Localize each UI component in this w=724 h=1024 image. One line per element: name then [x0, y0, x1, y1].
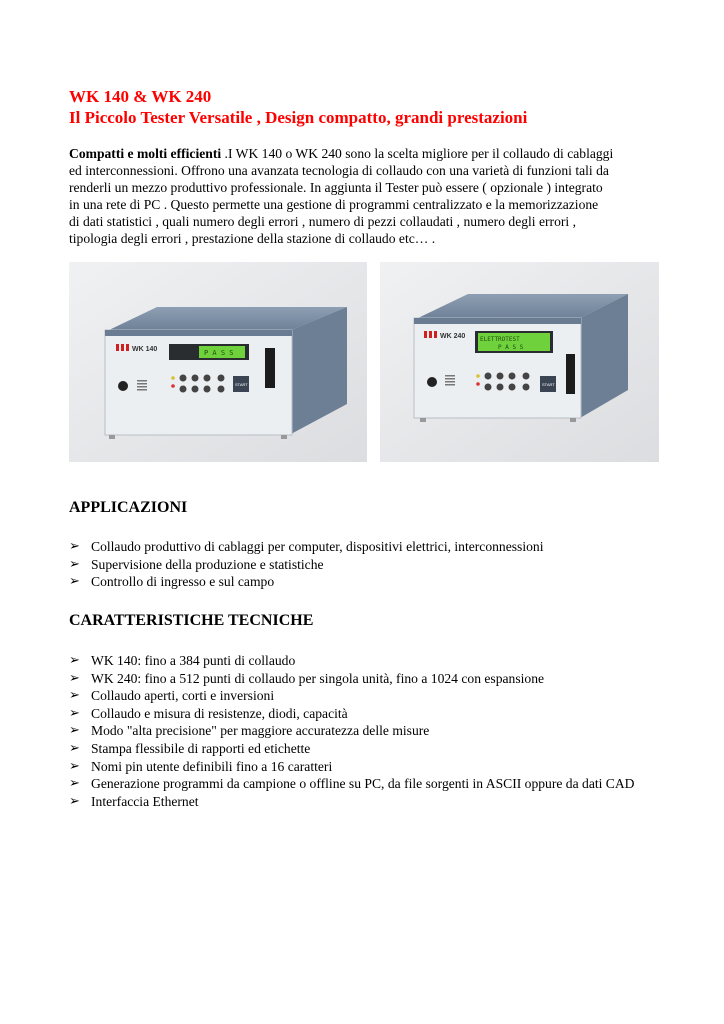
intro-line-4: in una rete di PC . Questo permette una gestione di programmi centralizzato e la memorizzazione: [69, 197, 599, 212]
list-item: ➢ Nomi pin utente definibili fino a 16 caratteri: [69, 758, 333, 774]
wk140-lcd-text: P A S S: [204, 349, 234, 357]
wk240-start-label: START: [542, 382, 555, 387]
wk240-photo: [380, 262, 659, 462]
arrow-bullet-icon: ➢: [69, 688, 80, 704]
wk240-device-illustration: [380, 262, 659, 462]
arrow-bullet-icon: ➢: [69, 653, 80, 668]
list-item: ➢ Collaudo e misura di resistenze, diodi, capacità: [69, 705, 348, 721]
arrow-bullet-icon: ➢: [69, 556, 80, 572]
intro-paragraph: [69, 145, 659, 247]
wk240-lcd-line2: P A S S: [498, 344, 524, 351]
list-item: ➢ WK 240: fino a 512 punti di collaudo per singola unità, fino a 1024 con espansione: [69, 670, 545, 686]
wk140-start-label: START: [235, 382, 248, 387]
list-item: ➢ Controllo di ingresso e sul campo: [69, 574, 275, 590]
intro-line-3: renderli un mezzo produttivo professionale. In aggiunta il Tester può essere ( opzionale ) integrato: [69, 180, 603, 195]
arrow-bullet-icon: ➢: [69, 776, 80, 792]
list-item: ➢ Collaudo aperti, corti e inversioni: [69, 688, 275, 704]
wk140-model-label: WK 140: [132, 346, 158, 353]
caratteristiche-list: [69, 652, 659, 810]
wk240-lcd-line1: ELETTROTEST: [480, 336, 520, 343]
wk240-card-slot: [566, 354, 575, 394]
arrow-bullet-icon: ➢: [69, 539, 80, 554]
applicazioni-heading: APPLICAZIONI: [69, 499, 188, 516]
intro-line-5: di dati statistici , quali numero degli errori , numero di pezzi collaudati , numero degli errori ,: [69, 214, 576, 229]
wk140-photo: [69, 262, 367, 462]
arrow-bullet-icon: ➢: [69, 705, 80, 721]
list-item: ➢ Supervisione della produzione e statistiche: [69, 556, 324, 572]
arrow-bullet-icon: ➢: [69, 740, 80, 756]
arrow-bullet-icon: ➢: [69, 758, 80, 774]
applicazioni-list: [69, 538, 544, 591]
wk140-device-illustration: [69, 262, 367, 462]
arrow-bullet-icon: ➢: [69, 793, 80, 809]
wk140-power-button: [118, 381, 128, 391]
intro-line-1-rest: .I WK 140 o WK 240 sono la scelta migliore per il collaudo di cablaggi: [221, 146, 614, 161]
list-item: ➢ Collaudo produttivo di cablaggi per computer, dispositivi elettrici, interconnessioni: [69, 539, 544, 554]
list-item: ➢ Generazione programmi da campione o offline su PC, da file sorgenti in ASCII oppure da dati CAD: [69, 776, 635, 792]
document-subtitle: Il Piccolo Tester Versatile , Design compatto, grandi prestazioni: [69, 108, 528, 127]
intro-line-6: tipologia degli errori , prestazione della stazione di collaudo etc… .: [69, 231, 436, 246]
arrow-bullet-icon: ➢: [69, 723, 80, 739]
wk240-model-label: WK 240: [440, 333, 466, 340]
document-title: WK 140 & WK 240: [69, 87, 212, 106]
list-item: ➢ Stampa flessibile di rapporti ed etichette: [69, 740, 311, 756]
arrow-bullet-icon: ➢: [69, 670, 80, 686]
arrow-bullet-icon: ➢: [69, 574, 80, 590]
caratteristiche-heading: CARATTERISTICHE TECNICHE: [69, 612, 314, 629]
wk240-power-button: [427, 377, 437, 387]
intro-bold-lead: Compatti e molti efficienti: [69, 146, 222, 161]
intro-line-1: [69, 145, 659, 162]
list-item: ➢ Modo "alta precisione" per maggiore accuratezza delle misure: [69, 723, 430, 739]
list-item: ➢ WK 140: fino a 384 punti di collaudo: [69, 653, 296, 668]
list-item: ➢ Interfaccia Ethernet: [69, 793, 199, 809]
intro-line-2: ed interconnessioni. Offrono una avanzata tecnologia di collaudo con una varietà di funzioni tali da: [69, 163, 609, 178]
wk140-card-slot: [265, 348, 275, 388]
